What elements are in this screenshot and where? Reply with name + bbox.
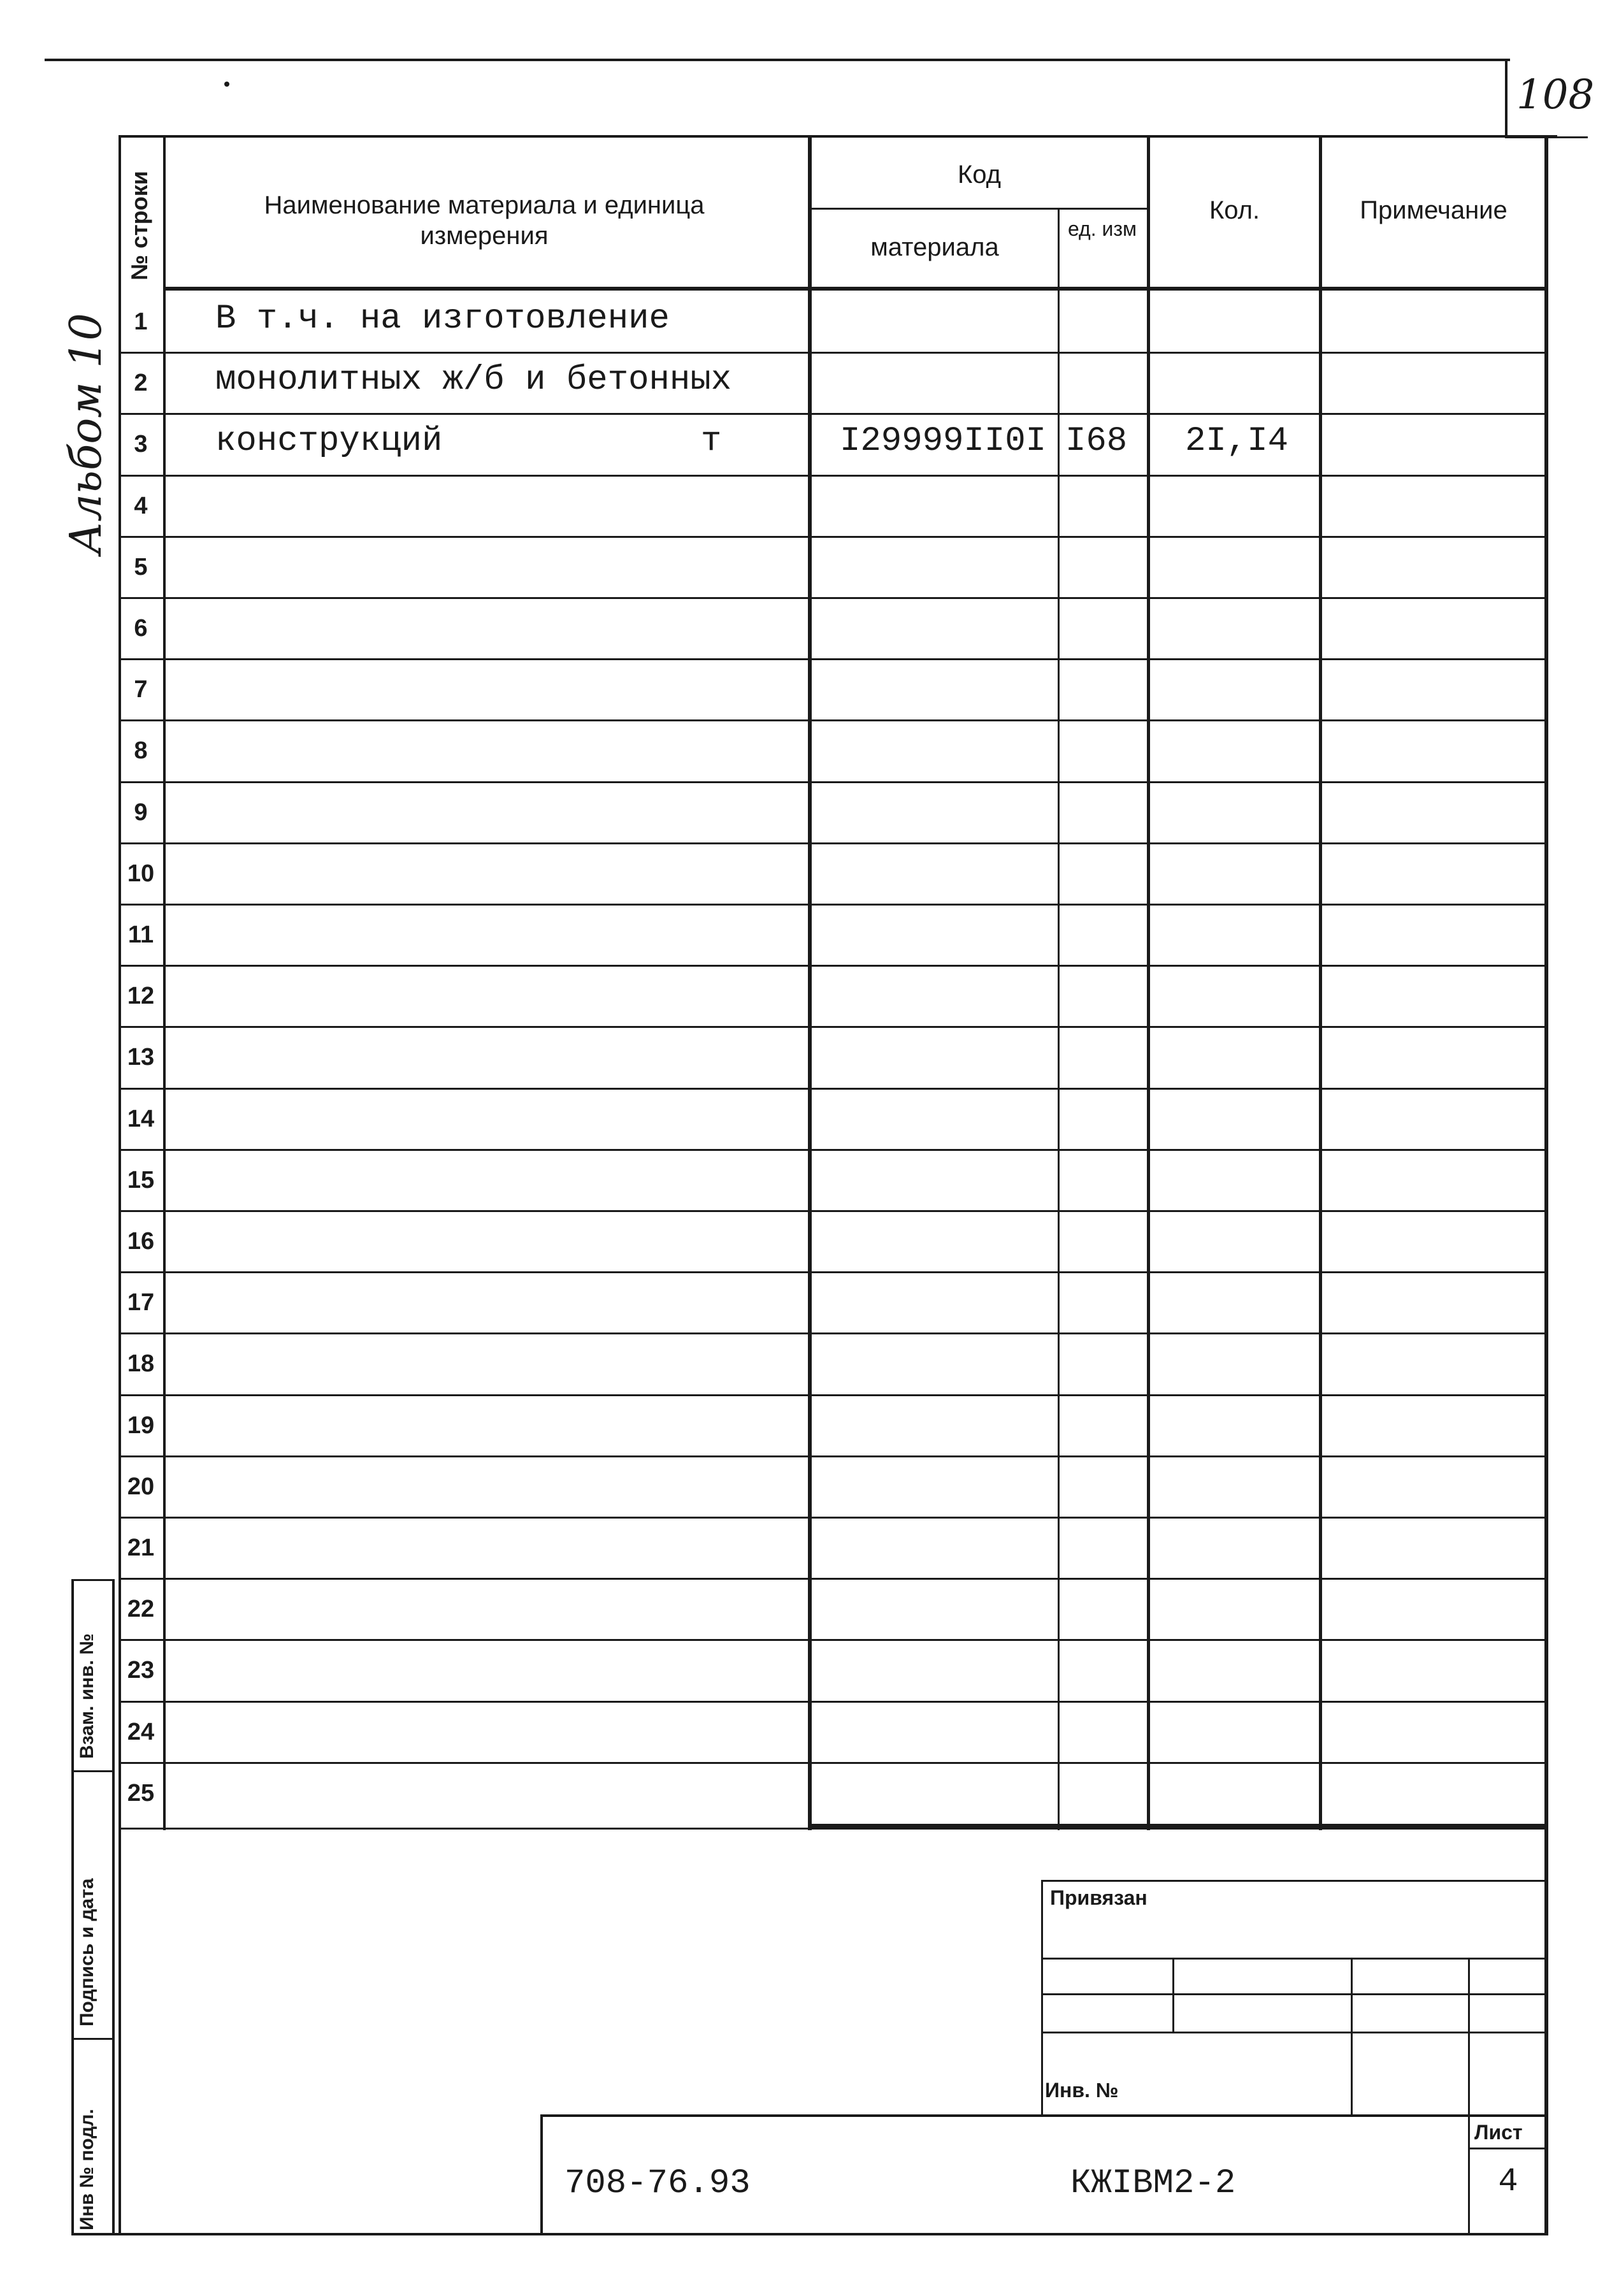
row-divider (119, 1210, 1548, 1212)
inv-no-label: Инв. № (1045, 2079, 1119, 2102)
row-divider (119, 719, 1548, 721)
row-number: 24 (127, 1719, 155, 1745)
list-label: Лист (1474, 2121, 1523, 2144)
material-name: монолитных ж/б и бетонных (215, 361, 732, 400)
row-number: 19 (127, 1412, 155, 1439)
quantity: 2I,I4 (1185, 422, 1289, 461)
row-number: 7 (134, 676, 148, 703)
row-divider (119, 1455, 1548, 1457)
row-number: 25 (127, 1780, 155, 1807)
row-number-header: № строки (126, 171, 152, 280)
row-divider (119, 1271, 1548, 1273)
row-divider (119, 1578, 1548, 1580)
row-divider (119, 475, 1548, 477)
row-number: 10 (127, 860, 155, 887)
row-number: 4 (134, 493, 148, 519)
row-number: 11 (127, 921, 154, 948)
doc-number: 708-76.93 (565, 2164, 751, 2203)
row-number: 22 (127, 1596, 155, 1622)
row-divider (119, 536, 1548, 538)
row-number: 6 (134, 615, 148, 642)
row-number: 5 (134, 554, 148, 581)
material-name: конструкций (215, 422, 443, 461)
material-name: В т.ч. на изготовление (215, 300, 670, 338)
row-number: 1 (134, 308, 148, 335)
row-number: 23 (127, 1657, 155, 1684)
row-number: 9 (134, 799, 148, 826)
code-header: Код (957, 161, 1001, 189)
row-divider (119, 352, 1548, 354)
material-code: I29999II0I (840, 422, 1047, 461)
row-divider (119, 1762, 1548, 1764)
unit-code: I68 (1065, 422, 1128, 461)
row-number: 17 (127, 1289, 155, 1316)
privyazan-label: Привязан (1050, 1886, 1148, 1909)
row-divider (119, 1149, 1548, 1151)
row-divider (119, 904, 1548, 906)
row-number: 20 (127, 1473, 155, 1500)
row-number: 14 (127, 1106, 155, 1132)
row-divider (119, 1332, 1548, 1334)
side-stamp-inv-podl: Инв № подл. (76, 2109, 97, 2230)
row-divider (119, 1394, 1548, 1396)
album-note: Альбом 10 (61, 313, 112, 554)
note-header: Примечание (1360, 196, 1507, 224)
side-stamp-podpis-data: Подпись и дата (76, 1878, 97, 2026)
list-value: 4 (1498, 2163, 1518, 2200)
side-stamp-outer (71, 1579, 74, 2235)
code-unit-header: ед. изм (1067, 217, 1137, 240)
sheet-corner-number: 108 (1516, 71, 1595, 119)
row-number: 15 (127, 1167, 155, 1194)
code-material-header: материала (870, 233, 999, 261)
row-number: 13 (127, 1044, 155, 1071)
row-divider (119, 1088, 1548, 1090)
row-divider (119, 781, 1548, 783)
bottom-frame-base (71, 2233, 1548, 2235)
side-stamp-vzam-inv: Взам. инв. № (76, 1633, 97, 1759)
bottom-frame-left (119, 1828, 121, 2235)
row-number: 2 (134, 370, 148, 396)
row-number: 16 (127, 1228, 155, 1255)
doc-code: КЖIВМ2-2 (1070, 2164, 1236, 2203)
row-divider (119, 1026, 1548, 1028)
row-divider (119, 842, 1548, 844)
material-name-header: Наименование материала и единица измерения (264, 191, 705, 250)
row-number: 21 (127, 1534, 155, 1561)
row-number: 3 (134, 431, 148, 458)
row-number: 8 (134, 737, 148, 764)
row-divider (119, 965, 1548, 967)
unit-suffix: т (701, 422, 722, 461)
row-number: 18 (127, 1350, 155, 1377)
row-divider (119, 1517, 1548, 1519)
row-divider (119, 1701, 1548, 1703)
row-divider (119, 1639, 1548, 1641)
row-number: 12 (127, 983, 155, 1009)
row-divider (119, 658, 1548, 660)
row-divider (119, 597, 1548, 599)
qty-header: Кол. (1209, 196, 1260, 224)
row-divider (119, 413, 1548, 415)
